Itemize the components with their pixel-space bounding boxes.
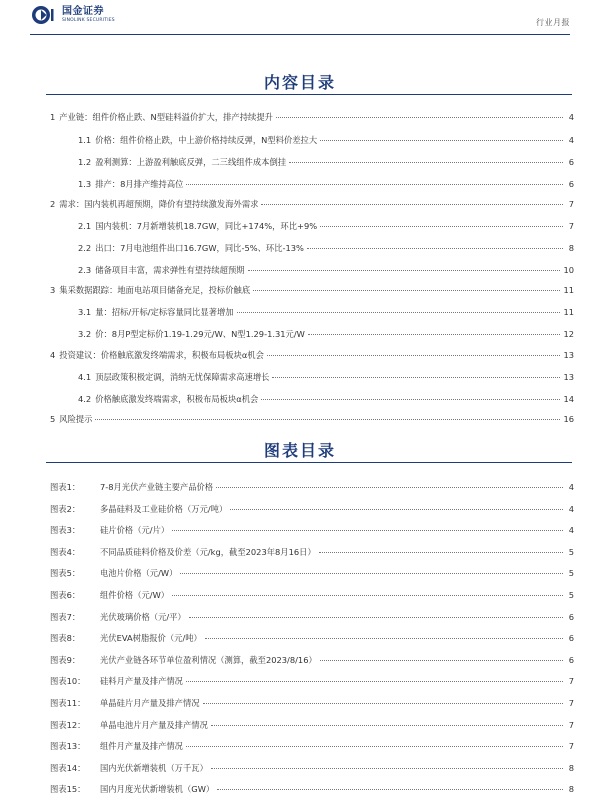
figure-entry-page: 6 <box>568 633 574 643</box>
figure-entry-page: 6 <box>568 612 574 622</box>
toc-entry-title: 投资建议：价格触底激发终端需求，积极布局板块α机会 <box>59 350 264 360</box>
toc-entry[interactable] <box>50 198 574 212</box>
toc-entry-number: 1.3 <box>78 179 92 189</box>
figure-entry-page: 7 <box>568 741 574 751</box>
figure-entry-label: 图表7： <box>50 612 81 622</box>
figure-entry-title: 国内光伏新增装机（万千瓦） <box>100 763 208 773</box>
toc-entry-page: 6 <box>568 157 574 167</box>
dot-leader <box>172 530 563 531</box>
figure-entry[interactable] <box>50 783 574 797</box>
figure-entry[interactable] <box>50 632 574 646</box>
toc-entry[interactable] <box>78 393 574 407</box>
figure-entry-title: 光伏玻璃价格（元/平） <box>100 612 186 622</box>
toc-entry-number: 4 <box>50 350 56 360</box>
dot-leader <box>211 768 563 769</box>
figure-entry-page: 5 <box>568 590 574 600</box>
figure-entry[interactable] <box>50 546 574 560</box>
dot-leader <box>248 270 561 271</box>
toc-entry-number: 4.1 <box>78 372 92 382</box>
toc-entry[interactable] <box>78 178 574 192</box>
figure-entry[interactable] <box>50 481 574 495</box>
brand-logo <box>30 4 115 26</box>
figure-entry-page: 6 <box>568 655 574 665</box>
figure-entry-label: 图表1： <box>50 482 81 492</box>
figure-entry-label: 图表12： <box>50 720 86 730</box>
figure-entry-title: 组件价格（元/W） <box>100 590 170 600</box>
toc-entry-title: 价格：组件价格止跌，中上游价格持续反弹，N型料价差拉大 <box>95 135 318 145</box>
dot-leader <box>180 573 563 574</box>
toc-entry-number: 4.2 <box>78 394 92 404</box>
figure-entry[interactable] <box>50 740 574 754</box>
toc-entry-number: 3.2 <box>78 329 92 339</box>
figure-entry-title: 单晶电池片月产量及排产情况 <box>100 720 208 730</box>
toc-entry[interactable] <box>78 134 574 148</box>
figure-entry[interactable] <box>50 567 574 581</box>
dot-leader <box>203 703 563 704</box>
toc-entry-page: 4 <box>568 112 574 122</box>
figure-entry-page: 7 <box>568 698 574 708</box>
figure-entry-page: 5 <box>568 568 574 578</box>
figure-entry-title: 硅料月产量及排产情况 <box>100 676 183 686</box>
figure-entry-title: 电池片价格（元/W） <box>100 568 178 578</box>
contents-title: 内容目录 <box>263 73 336 92</box>
toc-entry-number: 2.2 <box>78 243 92 253</box>
toc-entry-title: 出口：7月电池组件出口16.7GW，同比-5%、环比-13% <box>95 243 304 253</box>
figure-entry-title: 国内月度光伏新增装机（GW） <box>100 784 215 794</box>
toc-entry-number: 2 <box>50 199 56 209</box>
figure-entry-label: 图表5： <box>50 568 81 578</box>
toc-entry[interactable] <box>78 242 574 256</box>
page-header <box>0 0 600 36</box>
figure-entry-label: 图表4： <box>50 547 81 557</box>
figure-entry[interactable] <box>50 524 574 538</box>
figure-entry-title: 光伏EVA树脂报价（元/吨） <box>100 633 202 643</box>
toc-entry[interactable] <box>50 284 574 298</box>
toc-entry-title: 排产：8月排产维持高位 <box>95 179 184 189</box>
toc-entry-title: 集采数据跟踪：地面电站项目储备充足，投标价触底 <box>59 285 251 295</box>
toc-entry-title: 盈利测算：上游盈利触底反弹，二三线组件成本倒挂 <box>95 157 287 167</box>
figure-entry-title: 硅片价格（元/片） <box>100 525 170 535</box>
figure-entry-label: 图表9： <box>50 655 81 665</box>
toc-entry-page: 13 <box>563 350 574 360</box>
toc-entry-page: 16 <box>563 414 574 424</box>
toc-entry[interactable] <box>78 328 574 342</box>
toc-entry-title: 价：8月P型定标价1.19-1.29元/W、N型1.29-1.31元/W <box>95 329 305 339</box>
toc-entry-number: 1.1 <box>78 135 92 145</box>
brand-name-cn: 国金证券 <box>62 5 104 17</box>
dot-leader <box>320 226 563 227</box>
figure-entry-label: 图表3： <box>50 525 81 535</box>
figure-entry-page: 4 <box>568 504 574 514</box>
toc-entry-title: 顶层政策积极定调，消纳无忧保障需求高速增长 <box>95 372 270 382</box>
sinolink-logo-icon <box>30 4 58 26</box>
dot-leader <box>205 638 563 639</box>
figures-title: 图表目录 <box>263 441 336 460</box>
toc-entry-page: 7 <box>568 221 574 231</box>
figure-entry-title: 7-8月光伏产业链主要产品价格 <box>100 482 214 492</box>
toc-entry-page: 6 <box>568 179 574 189</box>
toc-entry[interactable] <box>50 111 574 125</box>
figure-entry[interactable] <box>50 719 574 733</box>
figure-entry-label: 图表15： <box>50 784 86 794</box>
toc-entry-number: 3.1 <box>78 307 92 317</box>
figure-entry-title: 多晶硅料及工业硅价格（万元/吨） <box>100 504 228 514</box>
brand-name-en: SINOLINK SECURITIES <box>62 17 115 23</box>
header-divider <box>30 34 570 35</box>
toc-entry[interactable] <box>50 413 574 427</box>
figure-entry[interactable] <box>50 762 574 776</box>
dot-leader <box>216 487 563 488</box>
toc-entry-title: 储备项目丰富，需求弹性有望持续超预期 <box>95 265 245 275</box>
figure-entry-label: 图表13： <box>50 741 86 751</box>
figure-entry-label: 图表10： <box>50 676 86 686</box>
figure-entry-page: 7 <box>568 676 574 686</box>
dot-leader <box>276 117 563 118</box>
figure-entry-label: 图表8： <box>50 633 81 643</box>
figure-entry-page: 5 <box>568 547 574 557</box>
dot-leader <box>211 725 563 726</box>
toc-entry[interactable] <box>78 156 574 170</box>
figure-entry[interactable] <box>50 697 574 711</box>
toc-entry-number: 1.2 <box>78 157 92 167</box>
toc-entry-page: 14 <box>563 394 574 404</box>
dot-leader <box>186 681 563 682</box>
figure-entry-title: 光伏产业链各环节单位盈利情况（测算，截至2023/8/16） <box>100 655 317 665</box>
toc-entry-page: 11 <box>563 307 574 317</box>
toc-entry[interactable] <box>50 349 574 363</box>
figure-entry-page: 8 <box>568 763 574 773</box>
toc-entry-title: 量：招标/开标/定标容量同比显著增加 <box>95 307 234 317</box>
toc-entry-page: 8 <box>568 243 574 253</box>
toc-entry-number: 1 <box>50 112 56 122</box>
figure-entry-title: 单晶硅片月产量及排产情况 <box>100 698 200 708</box>
figure-entry-label: 图表2： <box>50 504 81 514</box>
toc-entry-title: 价格触底激发终端需求，积极布局板块α机会 <box>95 394 259 404</box>
figure-entry-page: 4 <box>568 482 574 492</box>
toc-entry-number: 2.3 <box>78 265 92 275</box>
figure-entry-title: 不同品质硅料价格及价差（元/kg，截至2023年8月16日） <box>100 547 316 557</box>
figure-entry[interactable] <box>50 675 574 689</box>
dot-leader <box>261 399 560 400</box>
dot-leader <box>253 290 560 291</box>
dot-leader <box>217 789 563 790</box>
toc-entry-title: 国内装机：7月新增装机18.7GW，同比+174%，环比+9% <box>95 221 318 231</box>
figure-entry-page: 8 <box>568 784 574 794</box>
dot-leader <box>237 312 561 313</box>
dot-leader <box>289 162 563 163</box>
dot-leader <box>186 746 563 747</box>
toc-entry-number: 3 <box>50 285 56 295</box>
toc-entry-number: 2.1 <box>78 221 92 231</box>
dot-leader <box>307 248 563 249</box>
figures-title-divider <box>46 462 572 463</box>
dot-leader <box>186 184 563 185</box>
figure-entry-page: 4 <box>568 525 574 535</box>
dot-leader <box>267 355 561 356</box>
dot-leader <box>272 377 560 378</box>
contents-title-divider <box>46 94 572 95</box>
toc-entry-title: 需求：国内装机再超预期，降价有望持续激发海外需求 <box>59 199 259 209</box>
dot-leader <box>230 509 563 510</box>
toc-entry-number: 5 <box>50 414 56 424</box>
dot-leader <box>189 617 563 618</box>
dot-leader <box>320 660 563 661</box>
toc-entry-page: 4 <box>568 135 574 145</box>
toc-entry-title: 产业链：组件价格止跌、N型硅料溢价扩大，排产持续提升 <box>59 112 273 122</box>
dot-leader <box>95 419 560 420</box>
toc-entry[interactable] <box>78 264 574 278</box>
figure-entry-title: 组件月产量及排产情况 <box>100 741 183 751</box>
report-type-label: 行业月报 <box>536 18 570 27</box>
dot-leader <box>308 334 561 335</box>
figure-entry-label: 图表14： <box>50 763 86 773</box>
dot-leader <box>319 552 563 553</box>
toc-entry-page: 11 <box>563 285 574 295</box>
toc-entry[interactable] <box>78 306 574 320</box>
toc-entry-page: 12 <box>563 329 574 339</box>
figure-entry[interactable] <box>50 611 574 625</box>
figure-entry[interactable] <box>50 503 574 517</box>
toc-entry-page: 10 <box>563 265 574 275</box>
dot-leader <box>320 140 563 141</box>
figure-entry-label: 图表6： <box>50 590 81 600</box>
toc-entry-page: 13 <box>563 372 574 382</box>
toc-entry[interactable] <box>78 220 574 234</box>
toc-entry-title: 风险提示 <box>59 414 93 424</box>
toc-entry[interactable] <box>78 371 574 385</box>
toc-entry-page: 7 <box>568 199 574 209</box>
figure-entry-page: 7 <box>568 720 574 730</box>
dot-leader <box>261 204 563 205</box>
figure-entry-label: 图表11： <box>50 698 86 708</box>
figure-entry[interactable] <box>50 654 574 668</box>
dot-leader <box>172 595 563 596</box>
figure-entry[interactable] <box>50 589 574 603</box>
